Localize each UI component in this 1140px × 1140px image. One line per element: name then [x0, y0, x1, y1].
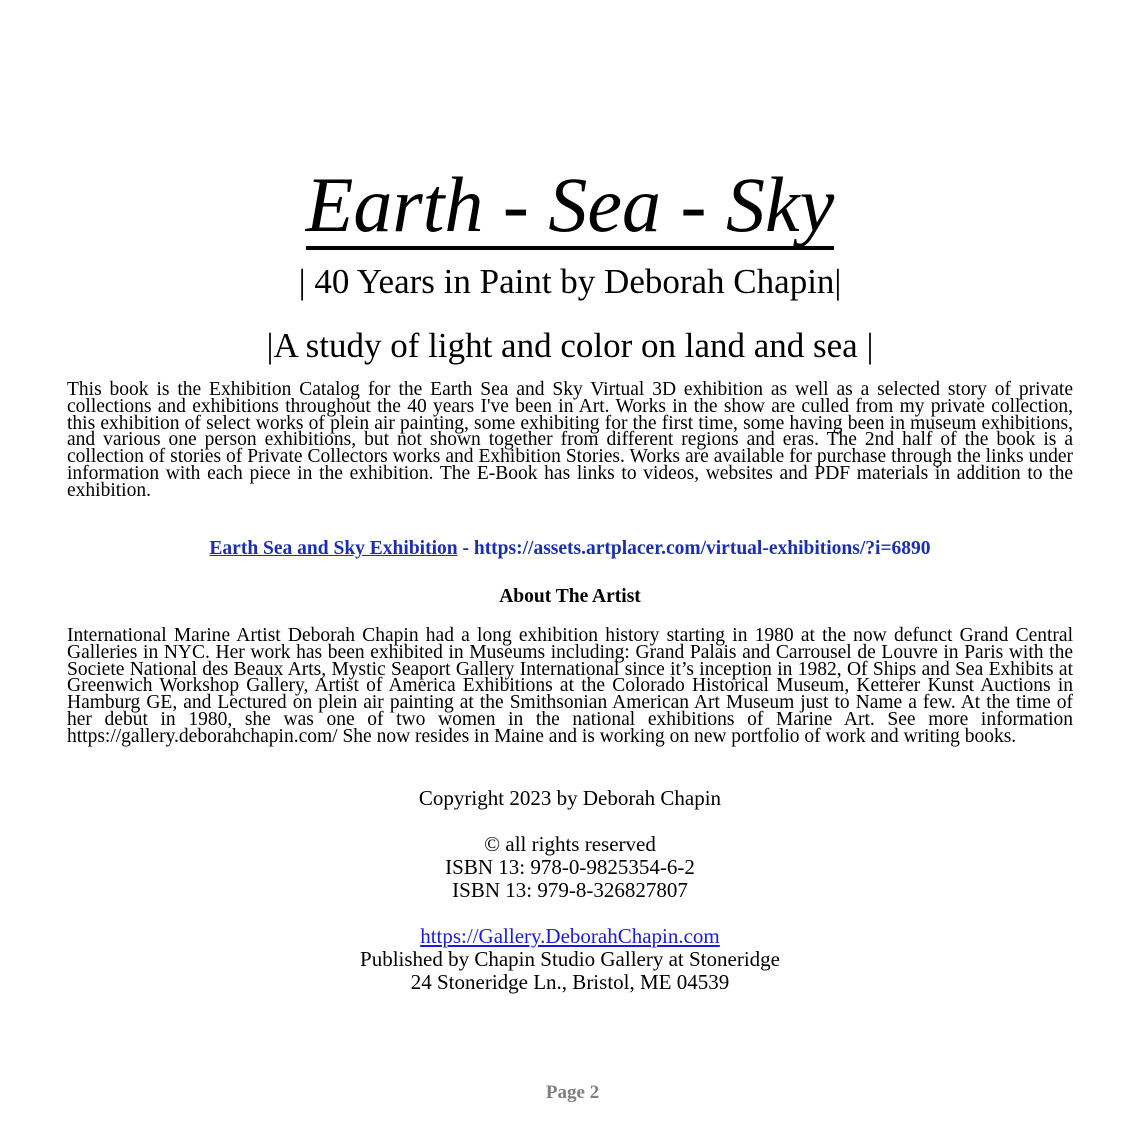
link-separator: -: [457, 538, 474, 559]
copyright-notice: Copyright 2023 by Deborah Chapin: [418, 786, 722, 810]
intro-paragraph: This book is the Exhibition Catalog for the Earth Sea and Sky Virtual 3D exhibition as well as a selected story of private collections and exhibitions throughout the 40 years I've been in Art. Works in the show are culled from my private collection, this exhibition of select works of plein air painting, some exhibiting for the first time, some having been in museum exhibitions, and various one person exhibitions, but not shown together from different regions and eras. The 2nd half of the book is a collection of stories of Private Collectors works and Exhibition Stories. Works are available for purchase through the links under information with each piece in the exhibition. The E-Book has links to videos, websites and PDF materials in addition to the exhibition.: [67, 379, 1073, 501]
subtitle-years: | 40 Years in Paint by Deborah Chapin|: [298, 262, 842, 301]
exhibition-link-line: [0, 536, 1140, 562]
exhibition-url: https://assets.artplacer.com/virtual-exhibitions/?i=6890: [473, 538, 931, 559]
rights-reserved: © all rights reserved: [484, 832, 656, 856]
address-line: 24 Stoneridge Ln., Bristol, ME 04539: [410, 970, 730, 994]
publisher-block: [0, 925, 1140, 994]
page-number: Page 2: [545, 1082, 600, 1103]
isbn-line-1: ISBN 13: 978-0-9825354-6-2: [445, 855, 695, 879]
subtitle-study: |A study of light and color on land and sea |: [266, 326, 874, 365]
website-link[interactable]: https://Gallery.DeborahChapin.com: [420, 924, 720, 948]
rights-block: [0, 833, 1140, 902]
about-paragraph: International Marine Artist Deborah Chapin had a long exhibition history starting in 1980 at the now defunct Grand Central Galleries in NYC. Her work has been exhibited in Museums including: Grand Palais and Carrousel de Louvre in Paris with the Societe National des Beaux Arts, Mystic Seaport Gallery International since it’s inception in 1982, Of Ships and Sea Exhibits at Greenwich Workshop Gallery, Artist of America Exhibitions at the Colorado Historical Museum, Ketterer Kunst Auctions in Hamburg GE, and Lectured on plein air painting at the Smithsonian American Art Museum just to Name a few. At the time of her debut in 1980, she was one of two women in the national exhibitions of Marine Art. See more information https://gallery.deborahchapin.com/ She now resides in Maine and is working on new portfolio of work and writing books.: [67, 625, 1073, 747]
exhibition-link[interactable]: Earth Sea and Sky Exhibition: [209, 538, 458, 559]
isbn-line-2: ISBN 13: 979-8-326827807: [452, 878, 688, 902]
page-title: [0, 155, 1140, 255]
about-heading: About The Artist: [499, 586, 641, 607]
publisher-line: Published by Chapin Studio Gallery at Stoneridge: [360, 947, 780, 971]
page-title-text: Earth - Sea - Sky: [305, 161, 835, 248]
